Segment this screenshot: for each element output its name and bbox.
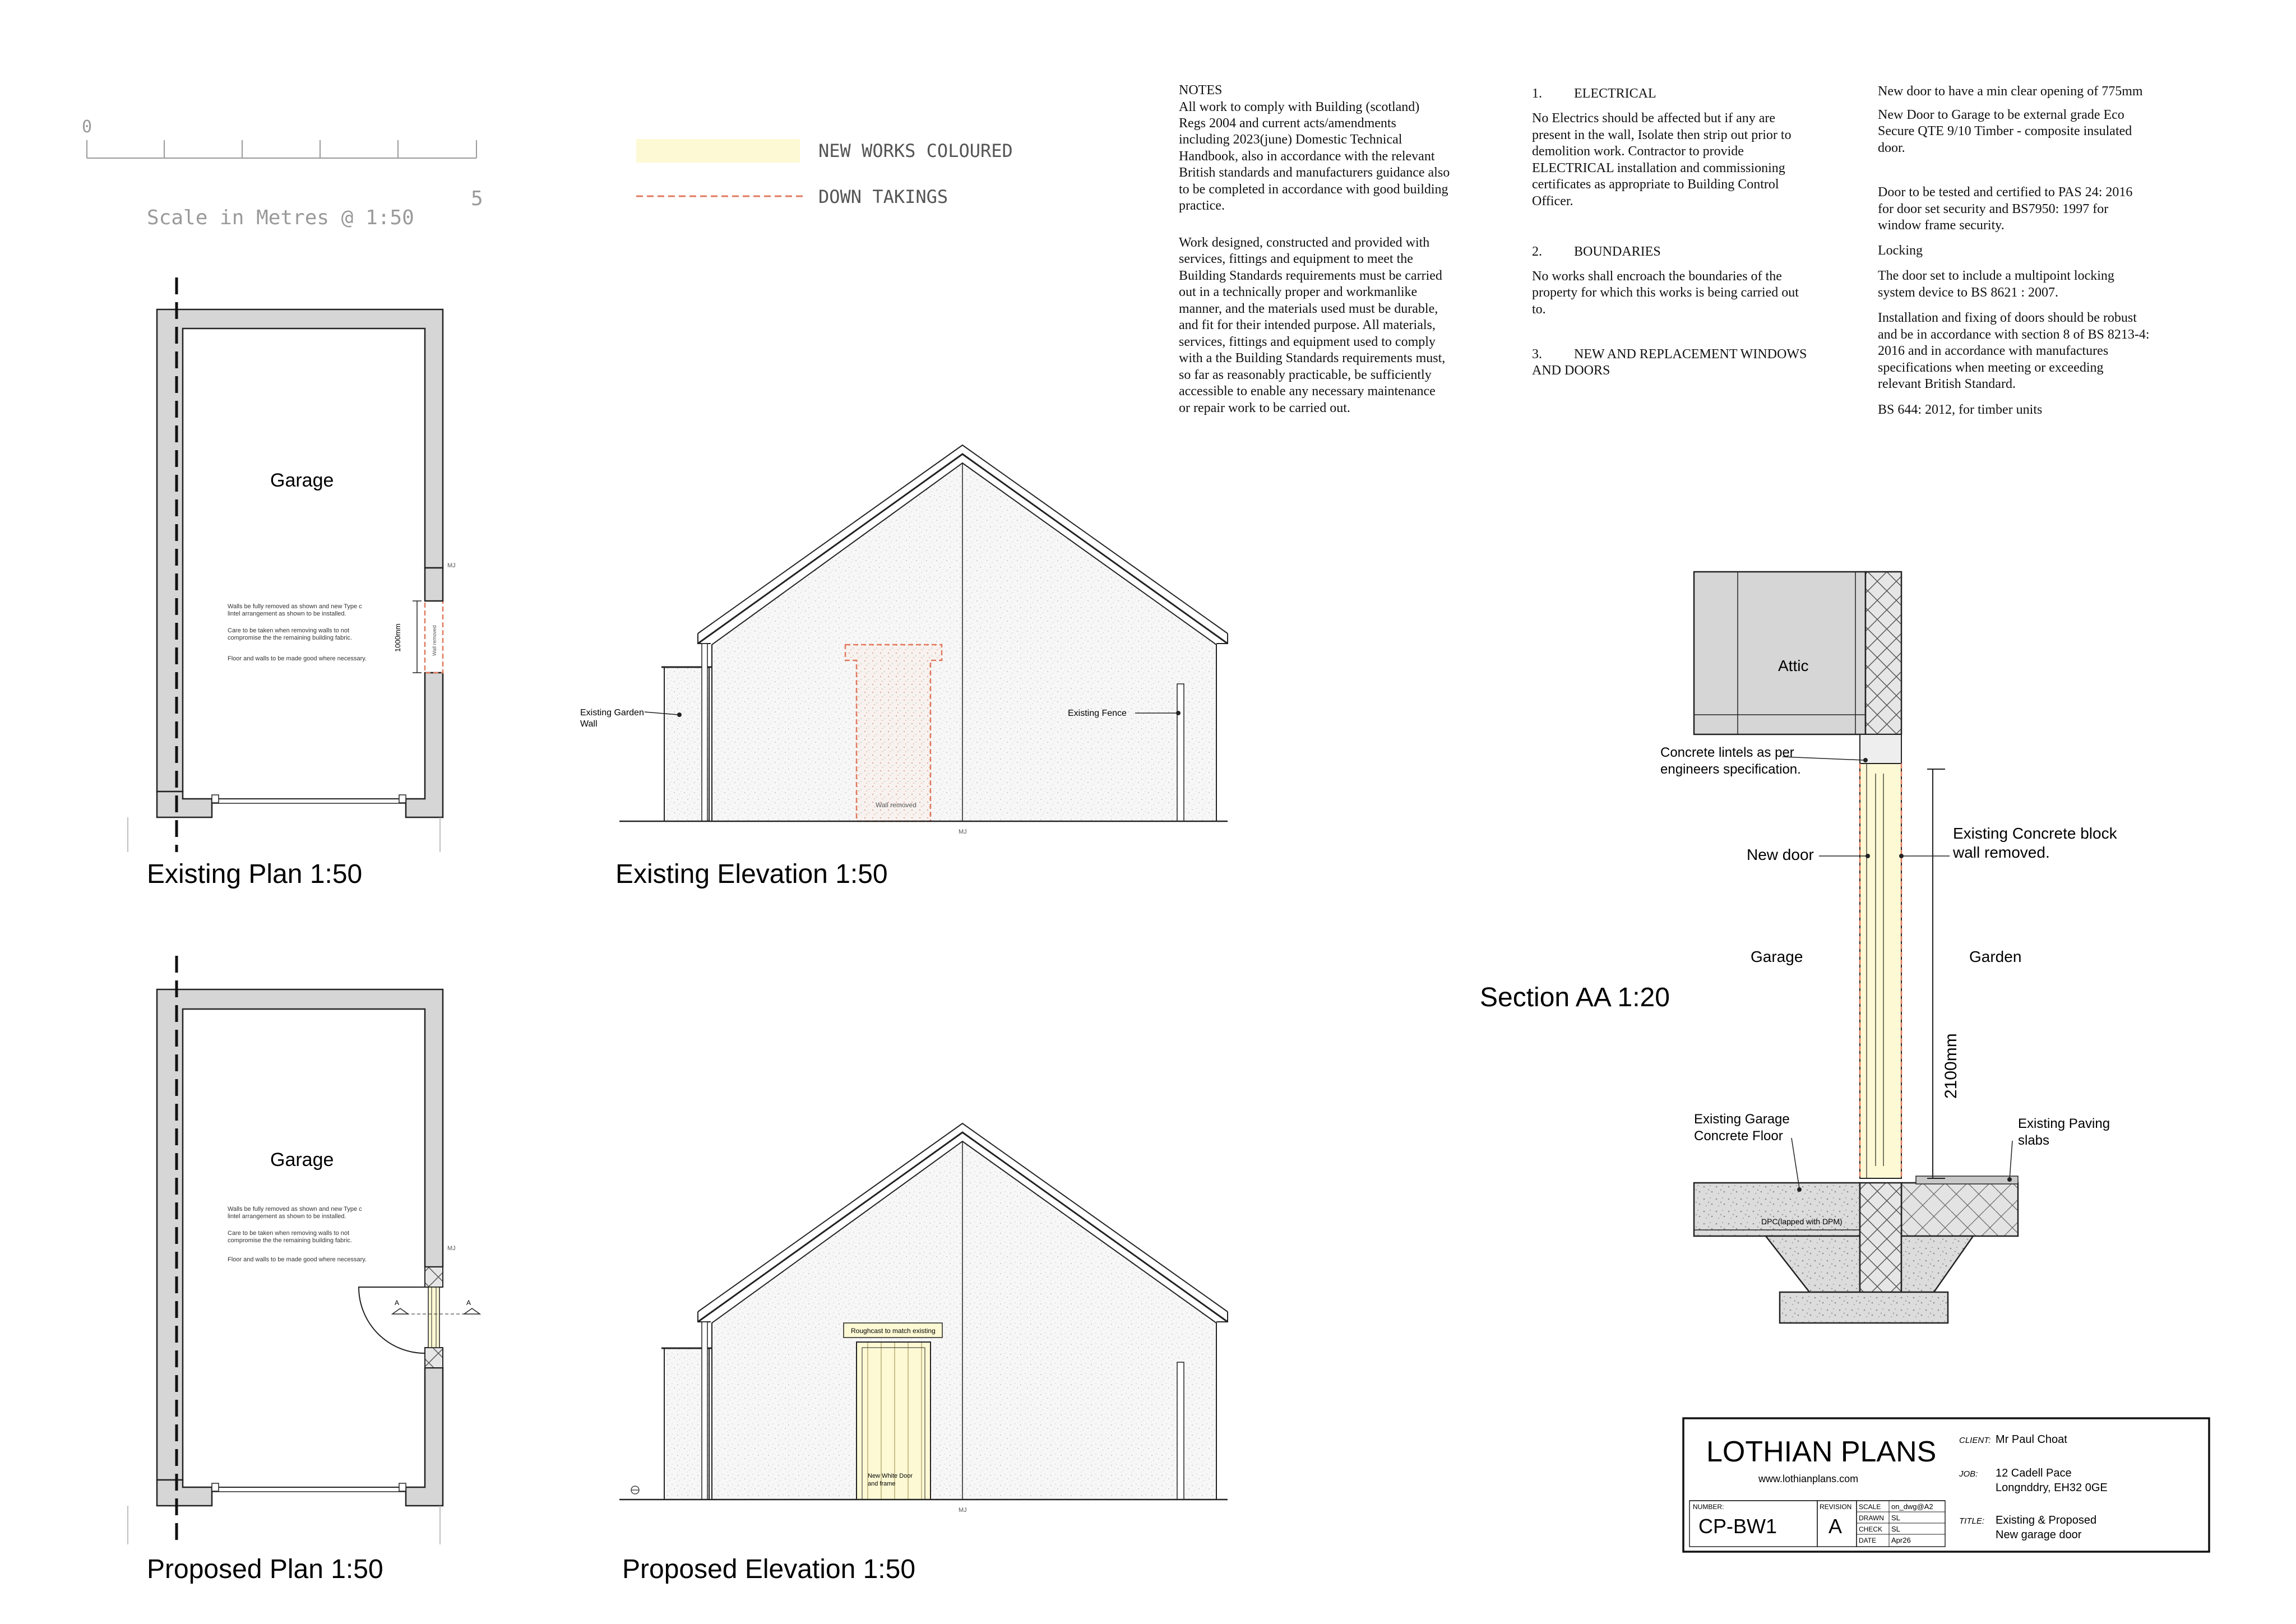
title-value-2: New garage door [1996,1529,2082,1541]
section-garage-label: Garage [1751,948,1803,965]
leader-dot [677,712,682,717]
notes-line: British standards and manufacturers guidance also [1179,165,1450,180]
notes-line: system device to BS 8621 : 2007. [1878,285,2058,300]
s3-title: NEW AND REPLACEMENT WINDOWS [1574,347,1807,362]
notes-bs644: BS 644: 2012, for timber units [1878,402,2043,417]
proposed-plan-wall-left-return [157,1480,212,1506]
proposed-elev-gable [712,1141,1216,1500]
existing-elevation [580,445,1228,835]
revision-value: A [1829,1515,1843,1538]
plan-note-line: lintel arrangement as shown to be installed. [228,610,346,617]
section-marker-left [392,1299,408,1314]
notes-line: with a the Building Standards requirements must, [1179,351,1446,365]
section-floor-slab [1694,1183,1860,1236]
check-label: CHECK [1859,1525,1883,1533]
section-foundation-right [1901,1236,1973,1292]
existing-elev-fence-label: Existing Fence [1068,709,1127,718]
section-wall-removed-label: Existing Concrete block [1953,825,2117,842]
door-post [399,1483,406,1491]
revision-label: REVISION [1820,1503,1852,1511]
section-floor-label: Existing Garage [1694,1112,1790,1127]
notes-line: Secure QTE 9/10 Timber - composite insulated [1878,124,2132,138]
section-aa [1660,572,2118,1323]
notes-line: certificates as appropriate to Building Control [1532,177,1779,192]
legend-down-takings-label: DOWN TAKINGS [818,186,948,207]
proposed-plan-jamb-bottom [425,1348,443,1368]
s3-num: 3. [1532,347,1542,362]
door-post [212,1483,219,1491]
downpipe [702,1322,707,1500]
leader-dot [1176,711,1181,715]
leader [1783,757,1864,760]
existing-elev-garden-wall-label-2: Wall [580,719,598,729]
leader [2010,1141,2012,1179]
s2-title: BOUNDARIES [1574,244,1661,259]
drawn-label: DRAWN [1859,1514,1884,1522]
notes-door [1878,84,2150,417]
existing-plan-wall-removed-label: Wall removed [432,625,437,656]
notes-line: relevant British Standard. [1878,377,2016,391]
notes-line: specifications when meeting or exceeding [1878,360,2104,375]
section-paving-label: Existing Paving [2018,1116,2110,1131]
notes-line: ELECTRICAL installation and commissioning [1532,161,1785,175]
section-garden-label: Garden [1969,948,2022,965]
section-height-label: 2100mm [1942,1033,1960,1099]
notes-line: door. [1878,141,1905,155]
section-blockwork [1860,1183,1901,1292]
section-mark-letter: A [395,1299,400,1307]
notes-line: Door to be tested and certified to PAS 24: 2016 [1878,185,2133,200]
scale-zero: 0 [82,117,92,137]
section-foundation [1766,1236,1860,1292]
notes-line: or repair work to be carried out. [1179,401,1350,415]
proposed-elev-door-label: New White Door [868,1473,913,1479]
s3-title-2: AND DOORS [1532,363,1610,378]
proposed-plan [128,956,480,1544]
notes-line: New Door to Garage to be external grade Eco [1878,108,2124,122]
notes-line: Handbook, also in accordance with the relevant [1179,149,1435,164]
company-name: LOTHIAN PLANS [1706,1436,1937,1468]
notes-line: No works shall encroach the boundaries of the [1532,269,1782,284]
existing-elev-removed-label: Wall removed [876,801,916,809]
plan-note-line: Care to be taken when removing walls to not [228,1230,350,1237]
title-existing-plan: Existing Plan 1:50 [147,859,363,889]
existing-fence-post [1177,684,1184,821]
plan-note-line: compromise the the remaining building fabric. [228,1237,352,1244]
title-label: TITLE: [1959,1516,1985,1526]
section-floor-label-2: Concrete Floor [1694,1128,1783,1144]
plan-note-line: lintel arrangement as shown to be installed. [228,1213,346,1220]
notes-line: and be in accordance with section 8 of BS 8213-4: [1878,327,2150,342]
section-paving [1901,1183,2018,1236]
notes-line: so far as reasonably practicable, be sufficiently [1179,368,1432,382]
scale-caption: Scale in Metres @ 1:50 [147,206,414,229]
job-value-1: 12 Cadell Pace [1996,1467,2072,1479]
company-website: www.lothianplans.com [1758,1473,1859,1484]
scale-five: 5 [471,187,483,210]
notes-line: Work designed, constructed and provided with [1179,235,1430,250]
plan-note-line: compromise the the remaining building fabric. [228,635,352,641]
notes-line: New door to have a min clear opening of 775mm [1878,84,2143,99]
downpipe [702,644,707,821]
scale-bar [87,140,476,158]
section-dpc-label: DPC(lapped with DPM) [1761,1217,1843,1226]
title-block [1683,1418,2209,1552]
existing-plan-wall-left-return [157,792,212,817]
legend-new-works-swatch [636,139,800,163]
existing-plan-room-label: Garage [270,470,334,491]
title-existing-elevation: Existing Elevation 1:50 [615,859,888,889]
section-new-door-label: New door [1747,846,1814,863]
notes-line: accessible to enable any necessary maintenance [1179,384,1436,399]
job-value-2: Longnddry, EH32 0GE [1996,1482,2108,1494]
proposed-elevation [619,1123,1228,1514]
leader [1792,1138,1799,1188]
proposed-plan-mj: MJ [447,1245,456,1252]
door-post [399,795,406,803]
door-post [212,795,219,803]
existing-elev-garden-wall-label: Existing Garden [580,708,644,718]
notes-line: and fit for their intended purpose. All materials, [1179,318,1436,332]
notes-line: Officer. [1532,194,1573,209]
plan-note-line: Floor and walls to be made good where necessary. [228,1256,367,1263]
existing-elev-gable [712,463,1216,821]
notes-line: window frame security. [1878,218,2005,233]
notes-line: to be completed in accordance with good building [1179,182,1448,197]
existing-elev-removed-wall [845,645,942,821]
scale-label: SCALE [1859,1503,1881,1511]
s2-num: 2. [1532,244,1542,259]
existing-plan-notes [228,603,367,662]
notes-line: present in the wall, Isolate then strip out prior to [1532,128,1792,142]
title-proposed-elevation: Proposed Elevation 1:50 [622,1554,916,1584]
notes-line: manner, and the materials used must be durable, [1179,302,1438,316]
title-value-1: Existing & Proposed [1996,1514,2097,1526]
notes-line: All work to comply with Building (scotland) [1179,100,1420,114]
datum-icon [631,1486,639,1494]
section-lintel-label: Concrete lintels as per [1660,745,1794,760]
notes-line: to. [1532,302,1546,317]
proposed-plan-room-label: Garage [270,1149,334,1170]
title-proposed-plan: Proposed Plan 1:50 [147,1554,383,1584]
leader-dot [2007,1177,2012,1182]
s1-title: ELECTRICAL [1574,86,1656,101]
section-attic-label: Attic [1778,657,1809,674]
notes-line: including 2023(june) Domestic Technical [1179,132,1402,147]
date-label: DATE [1859,1537,1877,1544]
existing-plan-mj: MJ [447,562,456,569]
section-wall-removed-label-2: wall removed. [1953,844,2050,861]
date-value: Apr26 [1891,1536,1911,1544]
plan-note-line: Walls be fully removed as shown and new Type c [228,603,362,610]
proposed-elev-door-label-2: and frame [868,1480,896,1487]
section-upper-wall [1866,572,1901,734]
proposed-elev-roughcast-label: Roughcast to match existing [851,1327,936,1335]
drawing-number: CP-BW1 [1698,1515,1777,1538]
proposed-plan-notes [228,1206,367,1263]
leader-dot [1866,854,1870,858]
leader-dot [1899,854,1904,858]
existing-plan-dim-text: 1000mm [394,623,402,652]
notes-line: practice. [1179,198,1225,213]
notes-line: for door set security and BS7950: 1997 for [1878,202,2109,216]
existing-elev-mj: MJ [959,829,967,835]
proposed-plan-door-swing [359,1287,425,1353]
client-value: Mr Paul Choat [1996,1433,2067,1446]
notes-line: property for which this works is being carried out [1532,285,1799,300]
section-footing [1780,1292,1948,1323]
section-mark-letter: A [466,1299,471,1307]
notes-line: services, fittings and equipment to meet the [1179,252,1413,266]
plan-note-line: Floor and walls to be made good where necessary. [228,655,367,662]
notes-line: Regs 2004 and current acts/amendments [1179,116,1396,131]
existing-plan [128,277,456,852]
notes-line: The door set to include a multipoint locking [1878,269,2114,283]
proposed-elev-mj: MJ [959,1507,967,1514]
legend-new-works-label: NEW WORKS COLOURED [818,140,1013,161]
check-value: SL [1891,1525,1900,1533]
leader-dot [1863,758,1868,762]
section-new-door [1860,764,1901,1178]
job-label: JOB: [1959,1469,1978,1479]
section-lintel-label-2: engineers specification. [1660,762,1801,777]
existing-plan-walls [157,309,443,792]
section-paving-top [1916,1176,2018,1184]
section-attic [1694,572,1866,734]
s1-num: 1. [1532,86,1542,101]
existing-plan-wall-lower [406,673,443,817]
notes-line: demolition work. Contractor to provide [1532,144,1744,159]
notes-locking: Locking [1878,243,1923,258]
existing-fence-post [1177,1362,1184,1500]
notes-line: services, fittings and equipment used to comply [1179,335,1436,349]
section-marker-right [464,1299,480,1314]
existing-plan-wall-segment [425,568,443,601]
scale-value: on_dwg@A2 [1891,1502,1933,1511]
section-paving-label-2: slabs [2018,1133,2050,1148]
notes-line: Installation and fixing of doors should be robust [1878,311,2137,325]
plan-note-line: Care to be taken when removing walls to not [228,627,350,634]
proposed-plan-new-door-frame [428,1287,439,1348]
proposed-plan-jamb-top [425,1267,443,1287]
notes-sections [1532,86,1807,378]
notes-heading: NOTES [1179,83,1223,98]
notes-general [1179,83,1450,415]
proposed-plan-wall-lower [406,1368,443,1506]
drawn-value: SL [1891,1514,1900,1522]
notes-line: Building Standards requirements must be carried [1179,269,1442,283]
notes-line: 2016 and in accordance with manufactures [1878,344,2109,358]
notes-line: No Electrics should be affected but if any are [1532,111,1776,126]
leader-dot [1797,1187,1802,1192]
title-section: Section AA 1:20 [1480,983,1670,1012]
number-label: NUMBER: [1693,1503,1724,1511]
notes-line: out in a technically proper and workmanlike [1179,285,1418,299]
client-label: CLIENT: [1959,1436,1991,1445]
plan-note-line: Walls be fully removed as shown and new Type c [228,1206,362,1213]
